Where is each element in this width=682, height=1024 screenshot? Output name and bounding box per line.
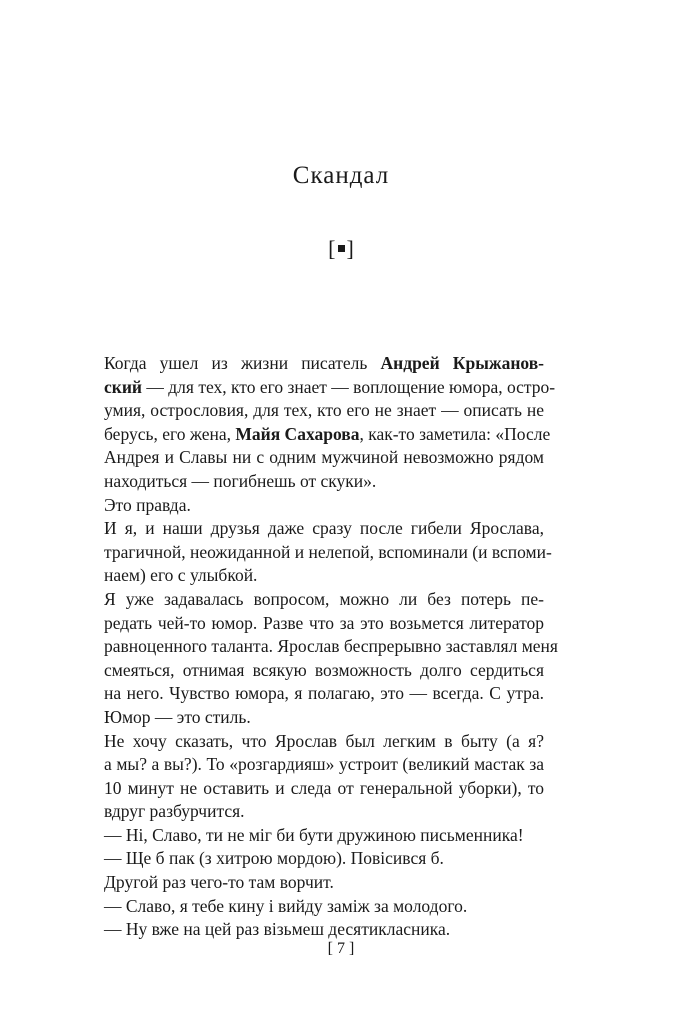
- text-line: Андрея и Славы ни с одним мужчиной невозможно рядом: [104, 447, 544, 468]
- paragraph: [104, 588, 558, 730]
- text-line: находиться — погибнешь от скуки».: [104, 470, 377, 491]
- paragraph: [104, 517, 552, 588]
- text-line: равноценного таланта. Ярослав беспрерывно заставлял меня: [104, 636, 558, 657]
- text-line: берусь, его жена, Майя Сахарова, как-то заметила: «После: [104, 423, 551, 444]
- text-line: 10 минут не оставить и следа от генеральной уборки), то: [104, 777, 544, 798]
- paragraph: [104, 895, 544, 919]
- text-line: на него. Чувство юмора, я полагаю, это — всегда. С утра.: [104, 683, 544, 704]
- paragraph: [104, 730, 544, 824]
- paragraph: [104, 824, 544, 848]
- paragraph: [104, 352, 556, 494]
- ornament-bracket-open: [: [328, 236, 336, 261]
- text-line: вдруг разбурчится.: [104, 801, 245, 822]
- text-line: умия, острословия, для тех, кто его не знает — описать не: [104, 400, 544, 421]
- text-line: И я, и наши друзья даже сразу после гибели Ярослава,: [104, 518, 544, 539]
- text-line: а мы? а вы?). То «розгардияш» устроит (великий мастак за: [104, 754, 544, 775]
- text-line: Это правда.: [104, 494, 191, 515]
- text-line: — Ну вже на цей раз візьмеш десятикласника.: [104, 919, 451, 940]
- paragraph: [104, 494, 544, 518]
- paragraph: [104, 847, 544, 871]
- page-number: [ 7 ]: [327, 940, 355, 957]
- text-line: Юмор — это стиль.: [104, 706, 251, 727]
- chapter-body-text: [104, 352, 558, 942]
- square-bullet-icon: [338, 245, 345, 252]
- text-line: редать чей-то юмор. Разве что за это возьмется литератор: [104, 612, 544, 633]
- text-line: наем) его с улыбкой.: [104, 565, 258, 586]
- text-line: — Ні, Славо, ти не міг би бути дружиною письменника!: [104, 824, 524, 845]
- text-line: — Славо, я тебе кину і вийду заміж за молодого.: [104, 895, 468, 916]
- ornament-bracket-close: ]: [346, 236, 354, 261]
- bold-name: ский: [104, 376, 143, 397]
- paragraph: [104, 918, 544, 942]
- text-line: — Ще б пак (з хитрою мордою). Повісився б.: [104, 848, 444, 869]
- chapter-title: Скандал: [292, 162, 390, 189]
- text-line: Я уже задавалась вопросом, можно ли без потерь пе-: [104, 588, 544, 609]
- text-line: трагичной, неожиданной и нелепой, вспоминали (и вспоми-: [104, 541, 552, 562]
- text-line: смеяться, отнимая всякую возможность долго сердиться: [104, 659, 544, 680]
- chapter-ornament: [0, 236, 682, 262]
- text-line: ский — для тех, кто его знает — воплощение юмора, остро-: [104, 376, 556, 397]
- bold-name: Майя Сахарова: [235, 423, 360, 444]
- bold-name: Андрей Крыжанов-: [380, 353, 544, 373]
- text-line: Не хочу сказать, что Ярослав был легким в быту (а я?: [104, 730, 544, 751]
- paragraph: [104, 871, 544, 895]
- text-line: Другой раз чего-то там ворчит.: [104, 872, 334, 893]
- text-line: Когда ушел из жизни писатель Андрей Крыжанов-: [104, 353, 544, 373]
